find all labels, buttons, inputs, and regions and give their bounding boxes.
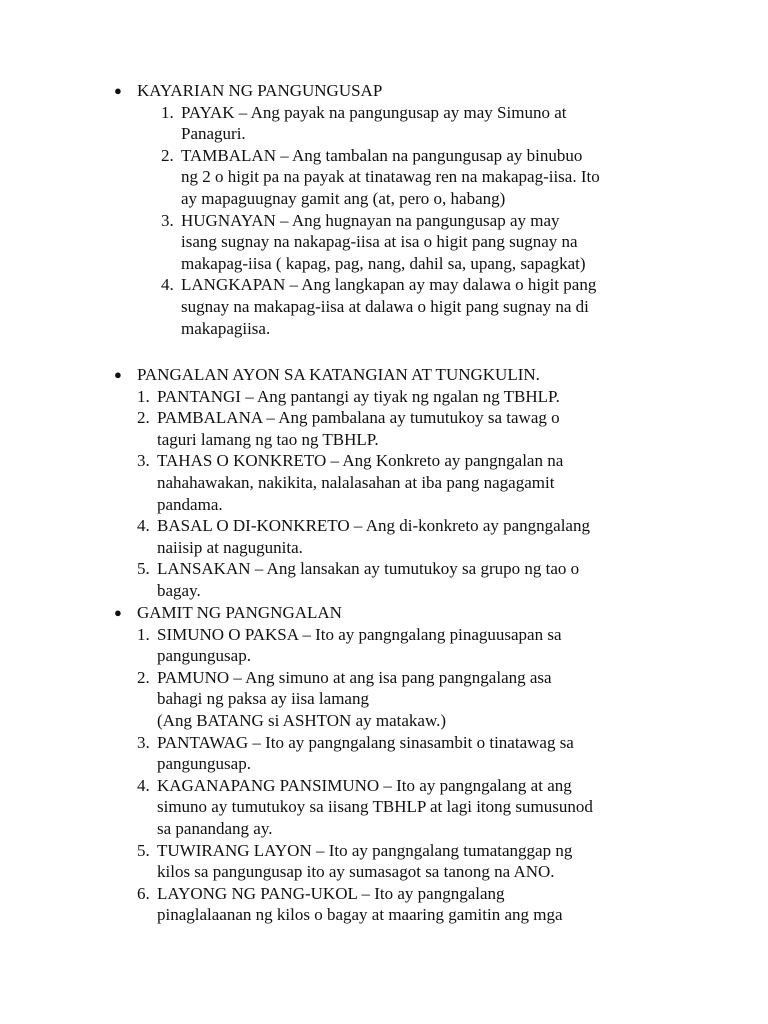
section-heading: PANGALAN AYON SA KATANGIAN AT TUNGKULIN. — [137, 365, 540, 384]
item-text-line: naiisip at nagugunita. — [157, 537, 303, 557]
item-text-line: TAMBALAN – Ang tambalan na pangungusap ay binubuo — [181, 145, 583, 165]
item-text-line: HUGNAYAN – Ang hugnayan na pangungusap ay may — [181, 210, 560, 230]
item-text-line: LANGKAPAN – Ang langkapan ay may dalawa o higit pang — [181, 275, 597, 295]
item-number: 3. — [137, 732, 150, 752]
item-number: 1. — [161, 102, 174, 122]
section-gamit — [0, 602, 768, 926]
section-kayarian — [0, 80, 768, 339]
item-text-line: isang sugnay na nakapag-iisa at isa o higit pang sugnay na — [181, 232, 578, 252]
section-heading-row — [0, 602, 768, 624]
item-text-line: LANSAKAN – Ang lansakan ay tumutukoy sa grupo ng tao o — [157, 559, 580, 579]
section-heading: GAMIT NG PANGNGALAN — [137, 603, 342, 622]
list-item — [0, 450, 768, 515]
item-text-line: Panaguri. — [181, 124, 246, 144]
list-item — [0, 775, 768, 840]
item-text-line: SIMUNO O PAKSA – Ito ay pangngalang pinaguusapan sa — [157, 624, 562, 644]
list-item — [0, 840, 768, 883]
item-text-line: pinaglalaanan ng kilos o bagay at maaring gamitin ang mga — [157, 905, 563, 925]
item-text-line: simuno ay tumutukoy sa iisang TBHLP at lagi itong sumusunod — [157, 797, 593, 817]
item-number: 3. — [137, 451, 150, 471]
item-number: 4. — [161, 275, 174, 295]
list-item — [0, 883, 768, 926]
section-pangalan — [0, 364, 768, 602]
item-text-line: PANTAWAG – Ito ay pangngalang sinasambit o tinatawag sa — [157, 732, 574, 752]
item-text-line: nahahawakan, nakikita, nalalasahan at iba pang nagagamit — [157, 472, 555, 492]
item-text-line: sugnay na makapag-iisa at dalawa o higit pang sugnay na di — [181, 296, 589, 316]
section-heading: KAYARIAN NG PANGUNGUSAP — [137, 81, 383, 100]
item-text-line: bahagi ng paksa ay iisa lamang — [157, 689, 369, 709]
list-item — [0, 667, 768, 732]
bullet-icon: ● — [114, 605, 122, 620]
item-number: 2. — [137, 408, 150, 428]
item-text-line: kilos sa pangungusap ito ay sumasagot sa tanong na ANO. — [157, 862, 555, 882]
item-text-line: BASAL O DI-KONKRETO – Ang di-konkreto ay pangngalang — [157, 516, 590, 536]
list-item — [0, 386, 768, 408]
section-heading-row — [0, 80, 768, 102]
item-text-line: pandama. — [157, 494, 223, 514]
item-number: 6. — [137, 883, 150, 903]
item-text-line: PANTANGI – Ang pantangi ay tiyak ng ngalan ng TBHLP. — [157, 386, 560, 406]
list-item — [0, 102, 768, 145]
bullet-icon: ● — [114, 367, 122, 382]
item-number: 5. — [137, 559, 150, 579]
item-number: 1. — [137, 386, 150, 406]
list-item — [0, 558, 768, 601]
item-text-line: pangungusap. — [157, 754, 251, 774]
list-item — [0, 624, 768, 667]
list-item — [0, 407, 768, 450]
item-text-line: makapag-iisa ( kapag, pag, nang, dahil sa, upang, sapagkat) — [181, 253, 586, 273]
item-number: 5. — [137, 840, 150, 860]
item-number: 2. — [137, 667, 150, 687]
item-text-line: PAMUNO – Ang simuno at ang isa pang pangngalang asa — [157, 667, 552, 687]
item-text-line: ng 2 o higit pa na payak at tinatawag ren na makapag-iisa. Ito — [181, 167, 600, 187]
item-text-line: TAHAS O KONKRETO – Ang Konkreto ay pangngalan na — [157, 451, 564, 471]
item-number: 1. — [137, 624, 150, 644]
item-text-line: KAGANAPANG PANSIMUNO – Ito ay pangngalang at ang — [157, 775, 572, 795]
item-text-line: makapagiisa. — [181, 318, 271, 338]
list-item — [0, 210, 768, 275]
item-text-line: (Ang BATANG si ASHTON ay matakaw.) — [157, 710, 447, 730]
bullet-icon: ● — [114, 83, 122, 98]
item-text-line: LAYONG NG PANG-UKOL – Ito ay pangngalang — [157, 883, 505, 903]
item-number: 2. — [161, 145, 174, 165]
item-text-line: sa panandang ay. — [157, 818, 273, 838]
item-text-line: TUWIRANG LAYON – Ito ay pangngalang tumatanggap ng — [157, 840, 573, 860]
item-text-line: PAMBALANA – Ang pambalana ay tumutukoy sa tawag o — [157, 408, 560, 428]
item-number: 4. — [137, 775, 150, 795]
item-text-line: PAYAK – Ang payak na pangungusap ay may Simuno at — [181, 102, 567, 122]
list-item — [0, 515, 768, 558]
item-text-line: ay mapaguugnay gamit ang (at, pero o, habang) — [181, 188, 506, 208]
item-number: 4. — [137, 516, 150, 536]
item-number: 3. — [161, 210, 174, 230]
list-item — [0, 145, 768, 210]
item-text-line: pangungusap. — [157, 646, 251, 666]
list-item — [0, 732, 768, 775]
section-heading-row — [0, 364, 768, 386]
item-text-line: taguri lamang ng tao ng TBHLP. — [157, 429, 379, 449]
list-item — [0, 274, 768, 339]
item-text-line: bagay. — [157, 580, 201, 600]
